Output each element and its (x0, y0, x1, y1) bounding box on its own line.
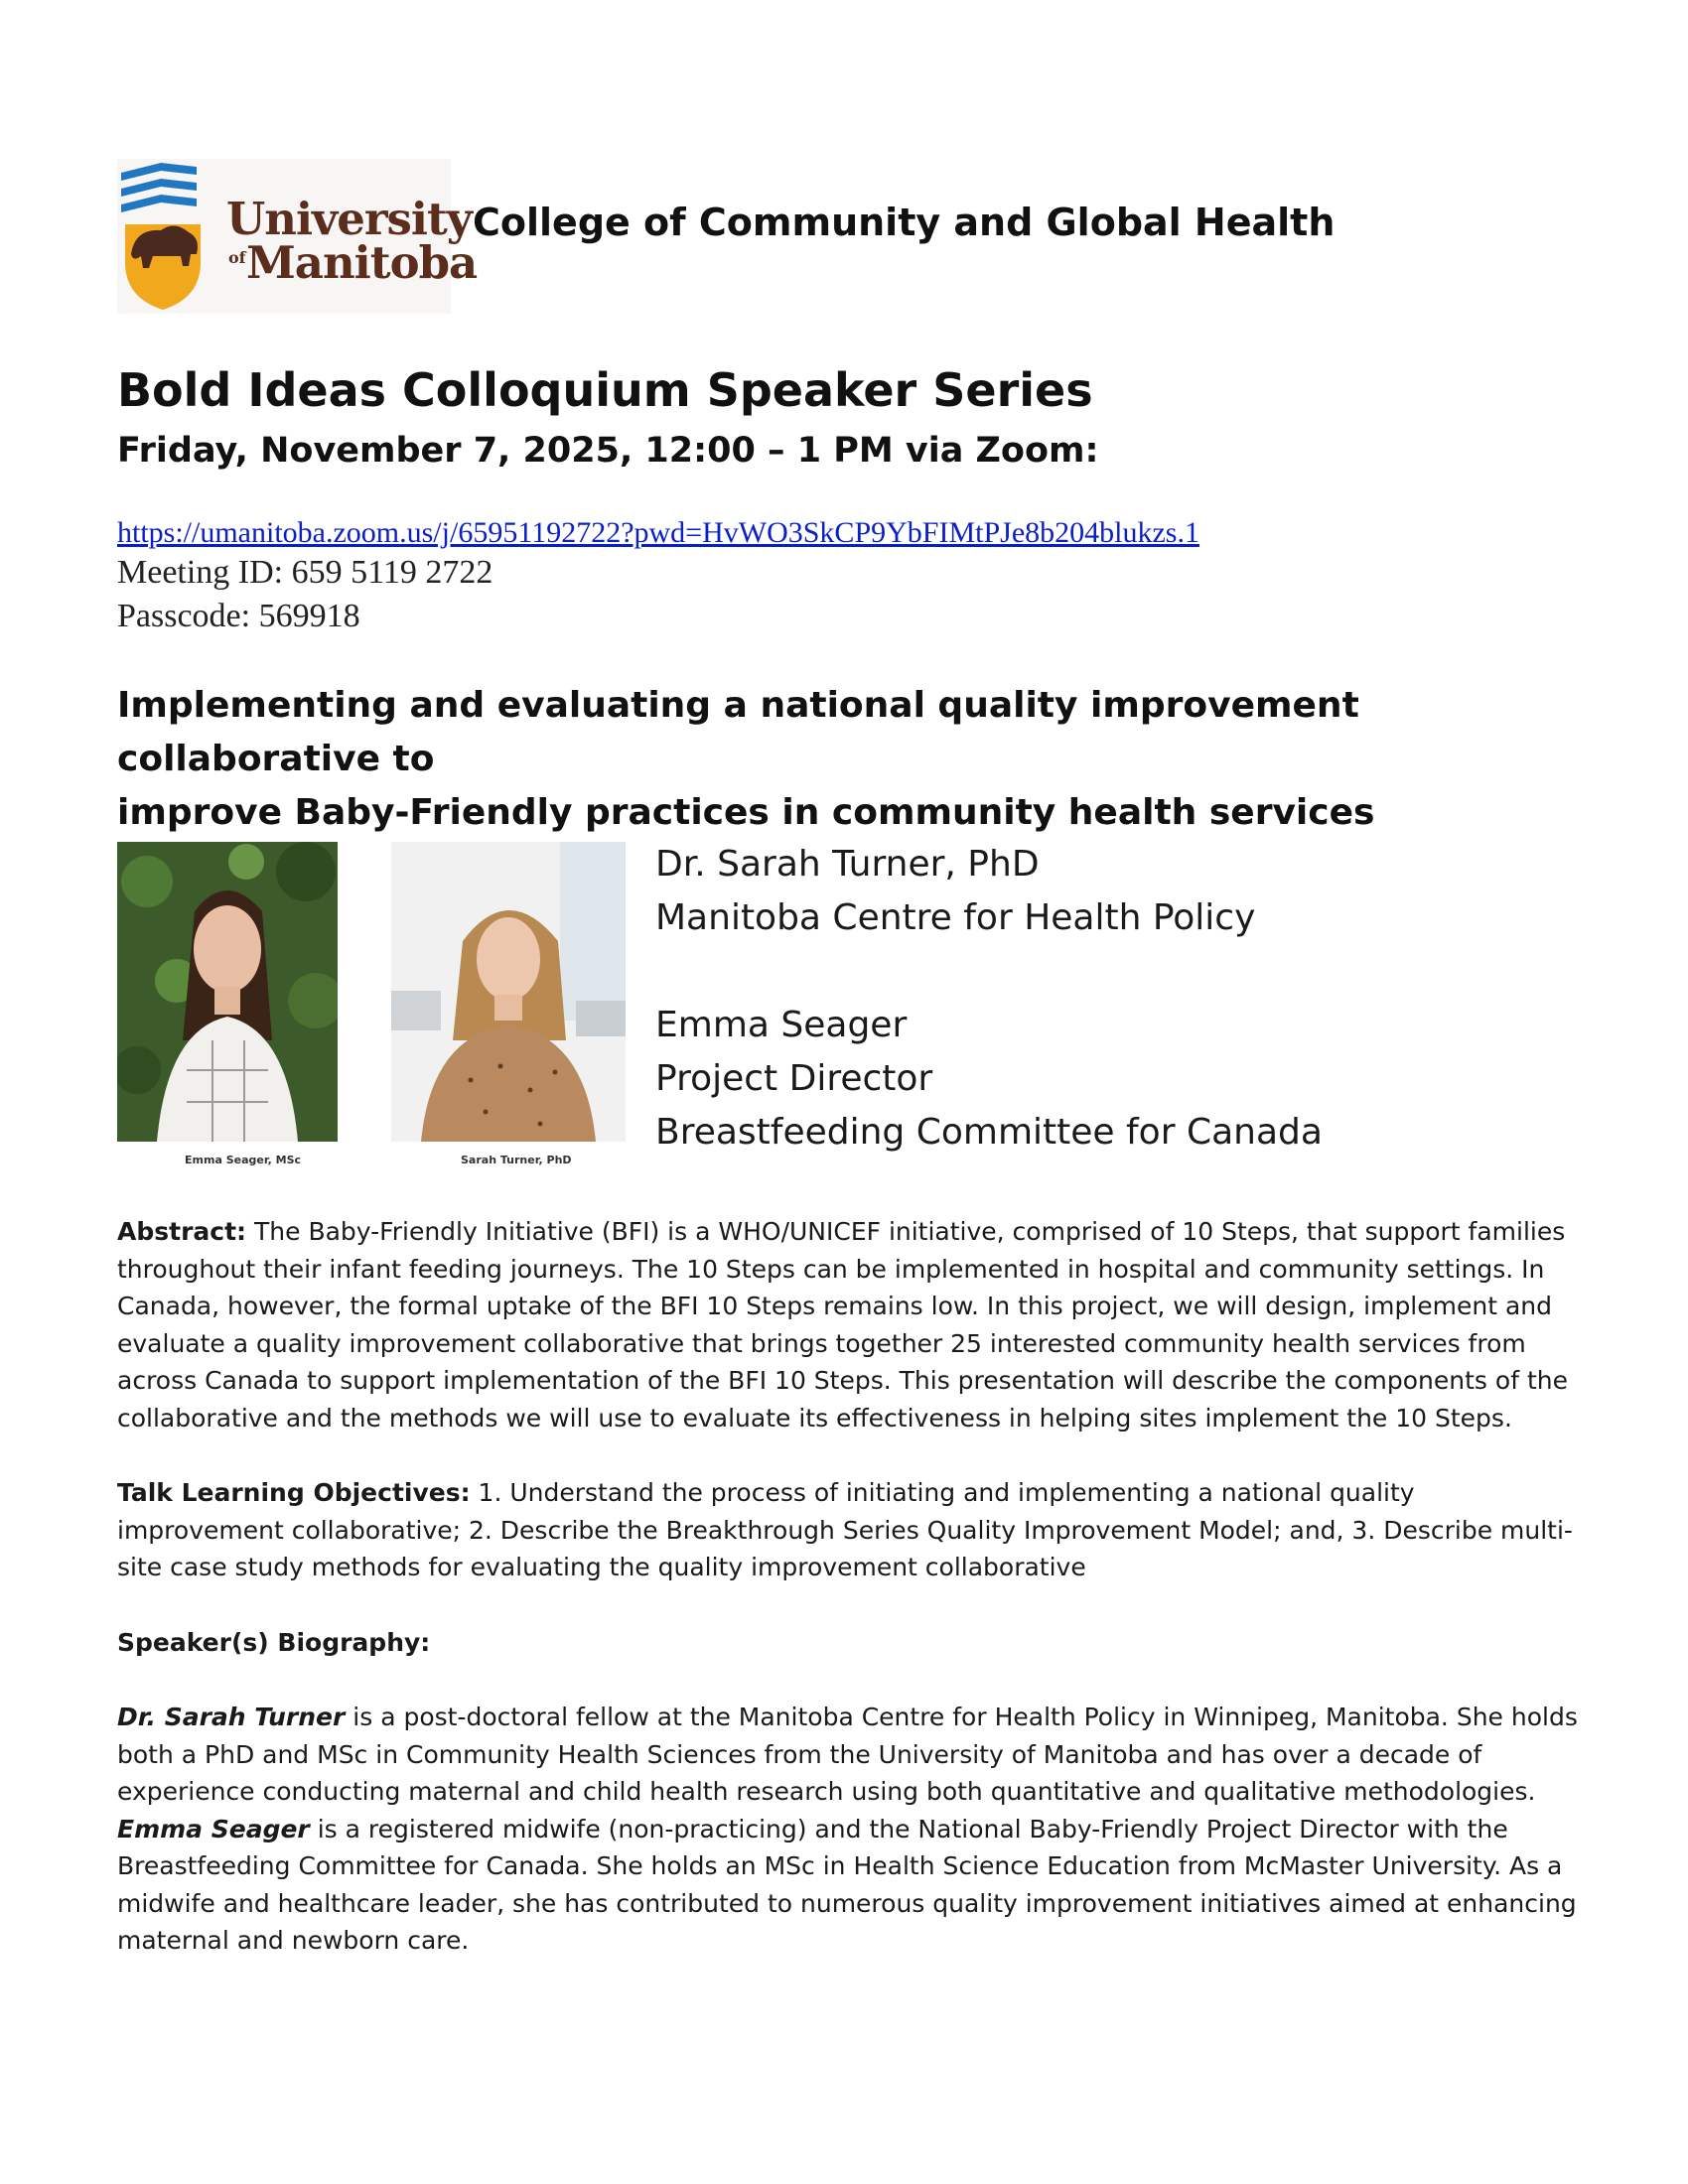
bio-1-text: is a post-doctoral fellow at the Manitoba Centre for Health Policy in Winnipeg, Manitoba. She holds both a PhD and MSc in Community Health Sciences from the University of Manitoba and has over a decade of experience conducting maternal and child health research using both quantitative and qualitative methodologies. (117, 1703, 1578, 1806)
speaker-2-organization: Breastfeeding Committee for Canada (655, 1112, 1323, 1153)
university-logo (117, 159, 478, 314)
photo-caption-emma: Emma Seager, MSc (185, 1154, 302, 1166)
bio-2-text: is a registered midwife (non-practicing) and the National Baby-Friendly Project Director with the Breastfeeding Committee for Canada. She holds an MSc in Health Science Education from McMaster University. As a midwife and healthcare leader, she has contributed to numerous quality improvement initiatives aimed at enhancing maternal and newborn care. (117, 1814, 1577, 1955)
passcode: Passcode: 569918 (117, 598, 360, 634)
speaker-1-affiliation: Manitoba Centre for Health Policy (655, 897, 1256, 938)
logo-university-text: University (226, 193, 472, 245)
talk-title (117, 679, 1607, 840)
speaker-2-role: Project Director (655, 1058, 933, 1099)
bio-1-name: Dr. Sarah Turner (117, 1703, 346, 1731)
biography-heading: Speaker(s) Biography: (117, 1628, 431, 1657)
crest-stripe-2 (121, 179, 197, 197)
logo-of-text: of (228, 248, 246, 267)
meeting-id: Meeting ID: 659 5119 2722 (117, 554, 493, 591)
college-name: College of Community and Global Health (473, 201, 1336, 244)
zoom-link[interactable]: https://umanitoba.zoom.us/j/65951192722?pwd=HvWO3SkCP9YbFIMtPJe8b204blukzs.1 (117, 516, 1199, 549)
talk-title-line-2: improve Baby-Friendly practices in community health services (117, 792, 1375, 833)
abstract-paragraph (117, 1213, 1587, 1436)
series-title: Bold Ideas Colloquium Speaker Series (117, 363, 1093, 417)
speaker-1-name: Dr. Sarah Turner, PhD (655, 844, 1040, 885)
bison-crest-icon (117, 159, 226, 314)
speaker-photo-emma-seager (117, 842, 338, 1142)
abstract-text: The Baby-Friendly Initiative (BFI) is a WHO/UNICEF initiative, comprised of 10 Steps, that support families throughout their infant feeding journeys. The 10 Steps can be implemented in hospital and community settings. In Canada, however, the formal uptake of the BFI 10 Steps remains low. In this project, we will design, implement and evaluate a quality improvement collaborative that brings together 25 interested community health services from across Canada to support implementation of the BFI 10 Steps. This presentation will describe the components of the collaborative and the methods we will use to evaluate its effectiveness in helping sites implement the 10 Steps. (117, 1217, 1568, 1433)
objectives-label: Talk Learning Objectives: (117, 1478, 471, 1507)
speaker-photo-sarah-turner (391, 842, 626, 1142)
logo-manitoba-text: Manitoba (246, 236, 478, 289)
photo-caption-sarah: Sarah Turner, PhD (461, 1154, 572, 1166)
abstract-label: Abstract: (117, 1217, 247, 1246)
crest-stripe-3 (121, 195, 197, 212)
biography-paragraph (117, 1699, 1587, 1960)
objectives-paragraph (117, 1474, 1587, 1586)
event-date-line: Friday, November 7, 2025, 12:00 – 1 PM via Zoom: (117, 431, 1099, 471)
bio-2-name: Emma Seager (117, 1814, 310, 1843)
speaker-2-name: Emma Seager (655, 1005, 908, 1045)
talk-title-line-1: Implementing and evaluating a national quality improvement collaborative to (117, 685, 1359, 779)
objectives-text: 1. Understand the process of initiating and implementing a national quality improvement collaborative; 2. Describe the Breakthrough Series Quality Improvement Model; and, 3. Describe multi-site case study methods for evaluating the quality improvement collaborative (117, 1478, 1573, 1581)
crest-stripe-1 (121, 163, 197, 181)
